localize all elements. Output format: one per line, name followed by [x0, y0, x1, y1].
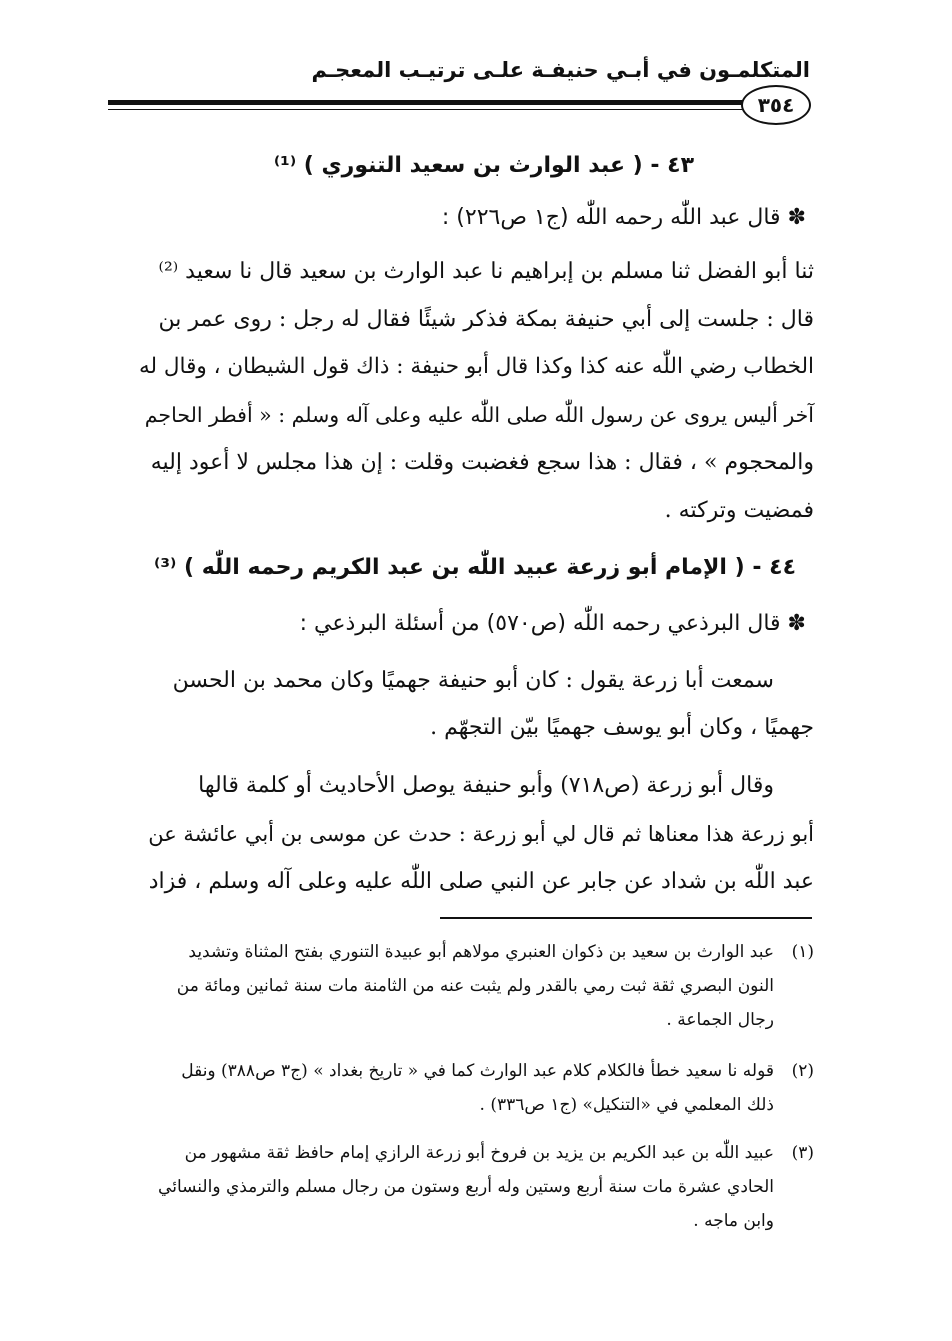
body-line: سمعت أبا زرعة يقول : كان أبو حنيفة جهميًا وكان محمد بن الحسن — [172, 668, 774, 693]
section-subheading: ✽ قال عبد اللّٰه رحمه اللّٰه (ج١ ص٢٢٦) : — [441, 205, 806, 230]
footnote-line — [134, 1054, 814, 1088]
footnote-line — [134, 1204, 814, 1238]
footnote-number: (٣) — [791, 1143, 814, 1163]
footnote-number: (٢) — [791, 1061, 814, 1081]
body-line: قال : جلست إلى أبي حنيفة بمكة فذكر شيئًا فقال له رجل : روى عمر بن — [158, 307, 814, 332]
footnote-line — [134, 1003, 814, 1037]
footnote-separator — [440, 917, 812, 919]
footnote-line — [134, 1170, 814, 1204]
footnote-text: ذلك المعلمي في «التنكيل» (ج١ ص٣٣٦) . — [479, 1095, 774, 1115]
footnote-text: قوله نا سعيد خطأ فالكلام كلام عبد الوارث كما في « تاريخ بغداد » (ج٣ ص٣٨٨) ونقل — [181, 1061, 774, 1081]
section-heading: ٤٣ - ( عبد الوارث بن سعيد التنوري ) ⁽¹⁾ — [273, 153, 694, 178]
section-heading: ٤٤ - ( الإمام أبو زرعة عبيد اللّٰه بن عبد الكريم رحمه اللّٰه ) ⁽³⁾ — [154, 555, 796, 580]
footnote-line — [134, 969, 814, 1003]
body-line: جهميًا ، وكان أبو يوسف جهميًا بيّن التجهّم . — [430, 715, 814, 740]
body-line: فمضيت وتركته . — [664, 498, 814, 523]
footnote-line — [134, 1088, 814, 1122]
page-number-badge: ٣٥٤ — [741, 85, 811, 125]
header-rule-thin — [108, 109, 744, 110]
footnote-line — [134, 935, 814, 969]
footnote-text: عبيد اللّٰه بن عبد الكريم بن يزيد بن فروخ أبو زرعة الرازي إمام حافظ ثقة مشهور من — [184, 1143, 774, 1163]
footnote-text: عبد الوارث بن سعيد بن ذكوان العنبري مولاهم أبو عبيدة التنوري بفتح المثناة وتشديد — [188, 942, 774, 962]
footnote-line — [134, 1136, 814, 1170]
footnote-text: الحادي عشرة مات سنة أربع وستين وله أربع وستون من رجال مسلم والترمذي والنسائي — [158, 1177, 774, 1197]
footnote-text: رجال الجماعة . — [666, 1010, 774, 1030]
body-line: عبد اللّٰه بن شداد عن جابر عن النبي صلى اللّٰه عليه وعلى آله وسلم ، فزاد — [148, 869, 814, 894]
body-line: وقال أبو زرعة (ص٧١٨) وأبو حنيفة يوصل الأحاديث أو كلمة قالها — [198, 773, 774, 798]
body-line: الخطاب رضي اللّٰه عنه كذا وكذا قال أبو حنيفة : ذاك قول الشيطان ، وقال له — [138, 354, 814, 379]
section-subheading: ✽ قال البرذعي رحمه اللّٰه (ص٥٧٠) من أسئلة البرذعي : — [299, 611, 806, 636]
footnote-text: النون البصري ثقة ثبت رمي بالقدر ولم يثبت عنه من الثامنة مات سنة ثمانين ومائة من — [176, 976, 774, 996]
footnote-number: (١) — [791, 942, 814, 962]
header-rule-thick — [108, 100, 744, 105]
running-header-title: المتكلمـون في أبـي حنيفـة علـى ترتيـب المعجـم — [311, 58, 810, 82]
body-line: والمحجوم » ، فقال : هذا سجع فغضبت وقلت : إن هذا مجلس لا أعود إليه — [150, 450, 814, 475]
body-line: ثنا أبو الفضل ثنا مسلم بن إبراهيم نا عبد الوارث بن سعيد قال نا سعيد ⁽²⁾ — [158, 259, 814, 284]
footnote-text: وابن ماجه . — [693, 1211, 774, 1231]
body-line: أبو زرعة هذا معناها ثم قال لي أبو زرعة : حدث عن موسى بن أبي عائشة عن — [148, 822, 814, 846]
body-line: آخر أليس يروى عن رسول اللّٰه صلى اللّٰه عليه وعلى آله وسلم : « أفطر الحاجم — [144, 403, 814, 427]
